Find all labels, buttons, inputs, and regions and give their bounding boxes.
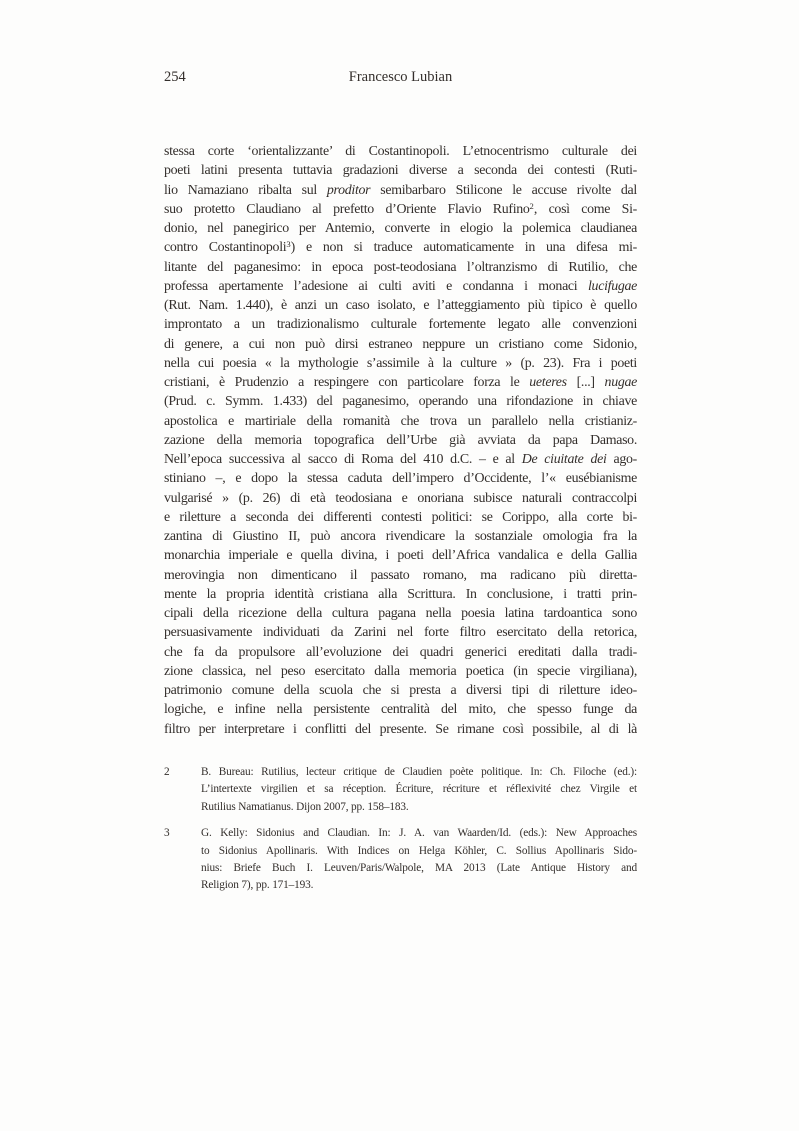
text-line: mente la propria identità cristiana alla Scrittura. In conclusione, i tratti prin- (164, 586, 637, 602)
footnote-text (201, 825, 637, 895)
footnote (164, 825, 637, 895)
text-line: to Sidonius Apollinaris. With Indices on Helga Köhler, C. Sollius Apollinaris Sido- (201, 844, 637, 857)
text-line: zazione della memoria topografica dell’Urbe già avviata da papa Damaso. (164, 432, 637, 448)
text-line: vulgarisé » (p. 26) di età teodosiana e onoriana subisce naturali contraccolpi (164, 490, 637, 506)
text-line: che fa da propulsore all’evoluzione dei quadri generici ereditati dalla tradi- (164, 644, 637, 660)
text-line: stessa corte ‘orientalizzante’ di Costantinopoli. L’etnocentrismo culturale dei (164, 144, 637, 159)
text-line: zione classica, nel peso esercitato dalla memoria poetica (in specie virgiliana), (164, 663, 637, 679)
footnote-text (201, 764, 637, 816)
body-text (164, 142, 637, 739)
text-line: litante del paganesimo: in epoca post-teodosiana l’oltranzismo di Rutilio, che (164, 259, 637, 275)
text-line: (Prud. c. Symm. 1.433) del paganesimo, operando una rifondazione in chiave (164, 394, 637, 410)
text-line: L’intertexte virgilien et sa réception. Écriture, récriture et réflexivité chez Virgile et (201, 783, 637, 796)
text-line: nius: Briefe Buch I. Leuven/Paris/Walpole, MA 2013 (Late Antique History and (201, 861, 637, 874)
text-line: stiniano –, e dopo la stessa caduta dell’impero d’Occidente, l’« eusébianisme (164, 471, 637, 487)
text-line: merovingia non dimenticano il passato romano, ma radicano più diretta- (164, 567, 637, 583)
footnote-ref: 2 (529, 200, 534, 211)
text-line: improntato a un tradizionalismo culturale fortemente legato alle convenzioni (164, 317, 637, 333)
text-line: (Rut. Nam. 1.440), è anzi un caso isolato, e l’atteggiamento più tipico è quello (164, 298, 637, 313)
text-line: persuasivamente individuati da Zarini nel forte filtro esercitato della retorica, (164, 625, 637, 641)
text-line: patrimonio comune della scuola che si presta a diversi tipi di riletture ideo- (164, 683, 637, 698)
text-line: professa apertamente l’adesione ai culti aviti e condanna i monaci lucifugae (164, 278, 637, 294)
text-line: filtro per interpretare i conflitti del presente. Se rimane così possibile, al di là (164, 721, 637, 737)
text-line: apostolica e martiriale della romanità che trova un parallelo nella cristianiz- (164, 413, 637, 429)
page-header (164, 68, 637, 86)
text-line: contro Costantinopoli$^3$) e non si traduce automaticamente in una difesa mi- (164, 239, 637, 256)
running-header-author: Francesco Lubian (348, 69, 453, 85)
text-line: B. Bureau: Rutilius, lecteur critique de Claudien poète politique. In: Ch. Filoche (ed.): (201, 766, 637, 778)
text-line: logiche, e infine nella persistente centralità del mito, che spesso funge da (164, 702, 637, 718)
text-line: suo protetto Claudiano al prefetto d’Oriente Flavio Rufino$^2$, così come Si- (164, 200, 637, 217)
page-number: 254 (164, 69, 186, 85)
text-line: di genere, a cui non può dirsi estraneo neppure un cristiano come Sidonio, (164, 336, 637, 352)
text-line: lio Namaziano ribalta sul proditor semibarbaro Stilicone le accuse rivolte dal (164, 182, 637, 198)
text-line: cipali della ricezione della cultura pagana nella poesia latina tardoantica sono (164, 606, 637, 621)
footnotes-section (164, 764, 637, 904)
text-line: zantina di Giustino II, può ancora rivendicare la sostanziale omologia fra la (164, 529, 637, 544)
text-line: poeti latini presenta tuttavia gradazioni diverse a seconda dei contesti (Ruti- (164, 163, 637, 179)
text-line: nella cui poesia « la mythologie s’assimile à la culture » (p. 23). Fra i poeti (164, 355, 637, 371)
text-line: G. Kelly: Sidonius and Claudian. In: J. A. van Waarden/Id. (eds.): New Approaches (201, 827, 637, 840)
text-line: monarchia imperiale e quella divina, i poeti dell’Africa vandalica e della Gallia (164, 548, 637, 564)
text-line: Religion 7), pp. 171–193. (201, 879, 314, 892)
text-line: donio, nel panegirico per Antemio, converte in elogio la polemica claudianea (164, 221, 637, 236)
text-line: e riletture a seconda dei differenti contesti politici: se Corippo, alla corte bi- (164, 509, 637, 525)
footnote-number: 3 (164, 827, 170, 840)
text-line: cristiani, è Prudenzio a respingere con particolare forza le ueteres [...] nugae (164, 375, 637, 390)
text-line: Nell’epoca successiva al sacco di Roma del 410 d.C. – e al De ciuitate dei ago- (164, 452, 637, 467)
footnote-ref: 3 (286, 239, 291, 250)
text-line: Rutilius Namatianus. Dijon 2007, pp. 158–183. (201, 800, 409, 813)
footnote-number: 2 (164, 766, 170, 778)
footnote (164, 764, 637, 816)
